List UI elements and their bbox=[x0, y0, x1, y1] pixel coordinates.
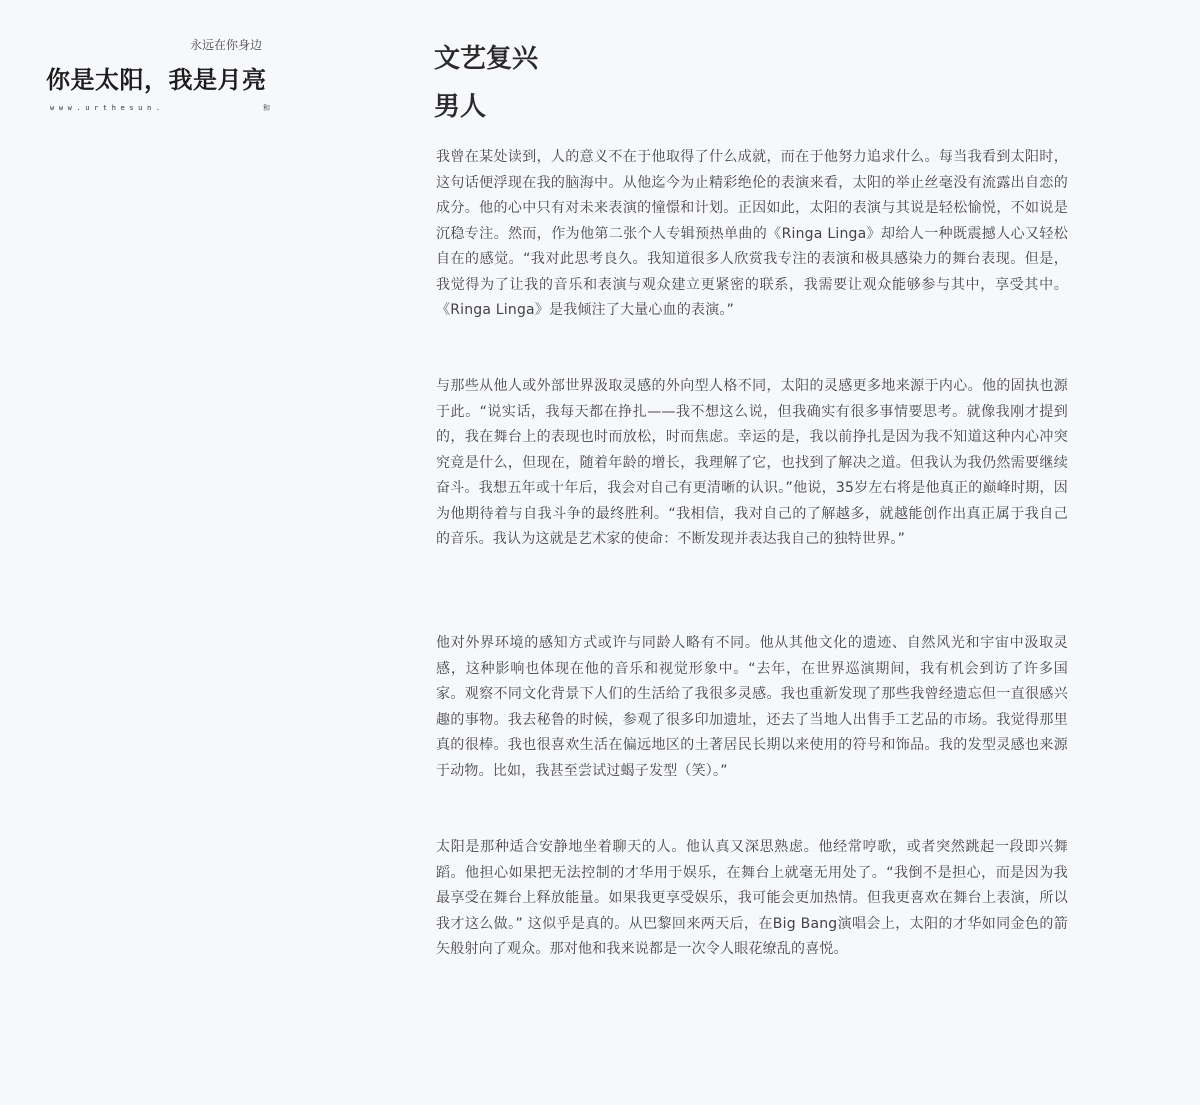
site-tagline: 永远在你身边 bbox=[190, 38, 263, 52]
article-paragraph: 太阳是那种适合安静地坐着聊天的人。他认真又深思熟虑。他经常哼歌，或者突然跳起一段即兴舞蹈。他担心如果把无法控制的才华用于娱乐，在舞台上就毫无用处了。“我倒不是担心，而是因为我最享受在舞台上释放能量。如果我更享受娱乐，我可能会更加热情。但我更喜欢在舞台上表演，所以我才这么做。” 这似乎是真的。从巴黎回来两天后，在Big Bang演唱会上，太阳的才华如同金色的箭矢般射向了观众。那对他和我来说都是一次令人眼花缭乱的喜悦。 bbox=[436, 839, 1068, 957]
article-paragraph: 他对外界环境的感知方式或许与同龄人略有不同。他从其他文化的遗迹、自然风光和宇宙中汲取灵感，这种影响也体现在他的音乐和视觉形象中。“去年，在世界巡演期间，我有机会到访了许多国家。观察不同文化背景下人们的生活给了我很多灵感。我也重新发现了那些我曾经遗忘但一直很感兴趣的事物。我去秘鲁的时候，参观了很多印加遗址，还去了当地人出售手工艺品的市场。我觉得那里真的很棒。我也很喜欢生活在偏远地区的土著居民长期以来使用的符号和饰品。我的发型灵感也来源于动物。比如，我甚至尝试过蝎子发型（笑）。” bbox=[436, 635, 1068, 779]
site-mark: 和 bbox=[263, 104, 270, 112]
site-url: www.urthesun. bbox=[50, 104, 165, 112]
article-paragraph: 与那些从他人或外部世界汲取灵感的外向型人格不同，太阳的灵感更多地来源于内心。他的固执也源于此。“说实话，我每天都在挣扎——我不想这么说，但我确实有很多事情要思考。就像我刚才提到的，我在舞台上的表现也时而放松，时而焦虑。幸运的是，我以前挣扎是因为我不知道这种内心冲突究竟是什么，但现在，随着年龄的增长，我理解了它，也找到了解决之道。但我认为我仍然需要继续奋斗。我想五年或十年后，我会对自己有更清晰的认识。”他说，35岁左右将是他真正的巅峰时期，因为他期待着与自我斗争的最终胜利。“我相信，我对自己的了解越多，就越能创作出真正属于我自己的音乐。我认为这就是艺术家的使命：不断发现并表达我自己的独特世界。” bbox=[436, 378, 1068, 547]
article-subtitle: 男人 bbox=[434, 92, 487, 122]
article-paragraph: 我曾在某处读到，人的意义不在于他取得了什么成就，而在于他努力追求什么。每当我看到太阳时，这句话便浮现在我的脑海中。从他迄今为止精彩绝伦的表演来看，太阳的举止丝毫没有流露出自恋的成分。他的心中只有对未来表演的憧憬和计划。正因如此，太阳的表演与其说是轻松愉悦，不如说是沉稳专注。然而，作为他第二张个人专辑预热单曲的《Ringa Linga》却给人一种既震撼人心又轻松自在的感觉。“我对此思考良久。我知道很多人欣赏我专注的表演和极具感染力的舞台表现。但是，我觉得为了让我的音乐和表演与观众建立更紧密的联系，我需要让观众能够参与其中，享受其中。《Ringa Linga》是我倾注了大量心血的表演。” bbox=[436, 149, 1068, 318]
site-title: 你是太阳，我是月亮 bbox=[46, 66, 267, 94]
section-title: 文艺复兴 bbox=[434, 44, 539, 74]
